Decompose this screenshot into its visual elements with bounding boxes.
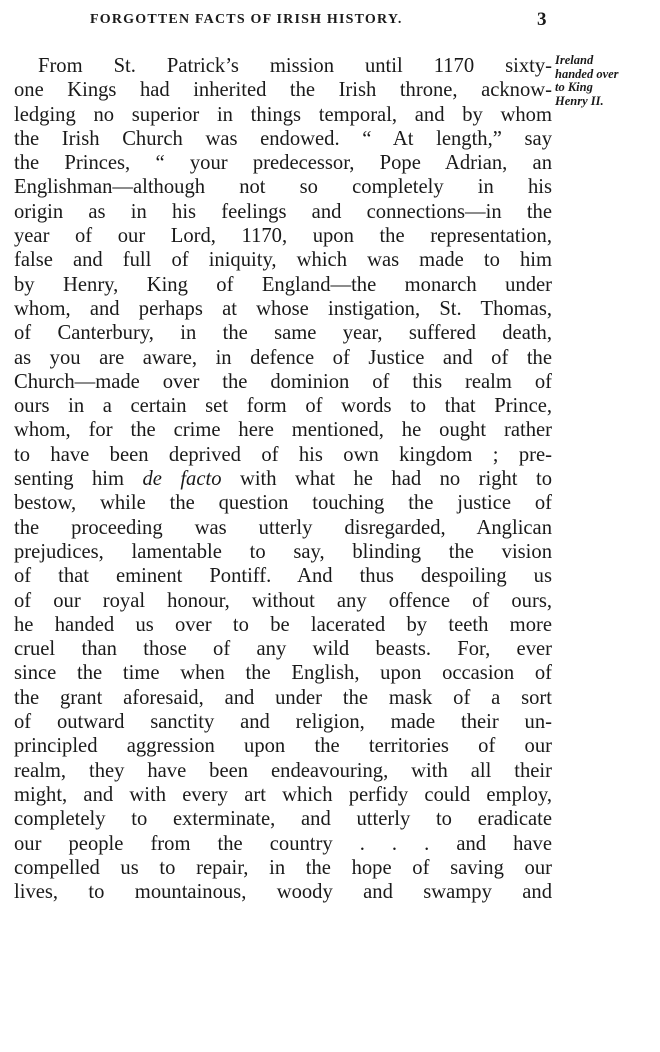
text-line: by Henry, King of England—the monarch under [14,273,552,296]
text-line: senting him de facto with what he had no right to [14,468,552,491]
text-line: whom, and perhaps at whose instigation, St. Thomas, [14,297,552,320]
text-line: realm, they have been endeavouring, with all their [14,759,552,782]
text-line: since the time when the English, upon occasion of [14,662,552,685]
text-line: our people from the country . . . and have [14,832,552,855]
text-line: From St. Patrick’s mission until 1170 sixty- [38,55,552,77]
text-line: principled aggression upon the territories of our [14,735,552,758]
text-line: of our royal honour, without any offence of ours, [14,589,552,612]
page-number: 3 [537,9,547,30]
text-line: might, and with every art which perfidy could employ, [14,783,552,806]
text-line: he handed us over to be lacerated by teeth more [14,613,552,636]
marginal-note-line: Henry II. [555,93,604,108]
text-line: ours in a certain set form of words to that Prince, [14,395,552,418]
text-line: one Kings had inherited the Irish throne, acknow- [14,79,552,102]
text-line: the Princes, “ your predecessor, Pope Adrian, an [14,152,552,175]
text-line: of that eminent Pontiff. And thus despoiling us [14,565,552,588]
text-line: compelled us to repair, in the hope of saving our [14,856,552,879]
text-line: to have been deprived of his own kingdom ; pre- [14,443,552,466]
text-line: the Irish Church was endowed. “ At length,” say [14,127,552,150]
marginal-note-line: to King [555,80,593,94]
text-line: Englishman—although not so completely in his [14,176,552,199]
body-text [14,54,552,904]
text-line: ledging no superior in things temporal, and by whom [14,103,552,126]
text-line: completely to exterminate, and utterly to eradicate [14,808,552,831]
text-line: cruel than those of any wild beasts. For, ever [14,638,552,661]
text-line: bestow, while the question touching the justice of [14,492,552,515]
text-line: the grant aforesaid, and under the mask of a sort [14,686,552,709]
marginal-note-line: Ireland [555,53,594,67]
text-line: as you are aware, in defence of Justice and of the [14,346,552,369]
text-line: of Canterbury, in the same year, suffered death, [14,322,552,345]
text-line: of outward sanctity and religion, made their un- [14,711,552,734]
italic-phrase: de facto [142,468,222,491]
text-line: whom, for the crime here mentioned, he ought rather [14,419,552,442]
text-line: the proceeding was utterly disregarded, Anglican [14,516,552,539]
text-line: year of our Lord, 1170, upon the representation, [14,225,552,248]
marginal-note [555,54,659,108]
text-line: false and full of iniquity, which was made to him [14,249,552,272]
marginal-note-line: handed over [555,66,619,81]
text-line: Church—made over the dominion of this realm of [14,370,552,393]
text-line: origin as in his feelings and connections—in the [14,200,552,223]
text-line: prejudices, lamentable to say, blinding the vision [14,540,552,563]
text-line: lives, to mountainous, woody and swampy and [14,881,552,904]
running-title: FORGOTTEN FACTS OF IRISH HISTORY. [90,12,403,27]
